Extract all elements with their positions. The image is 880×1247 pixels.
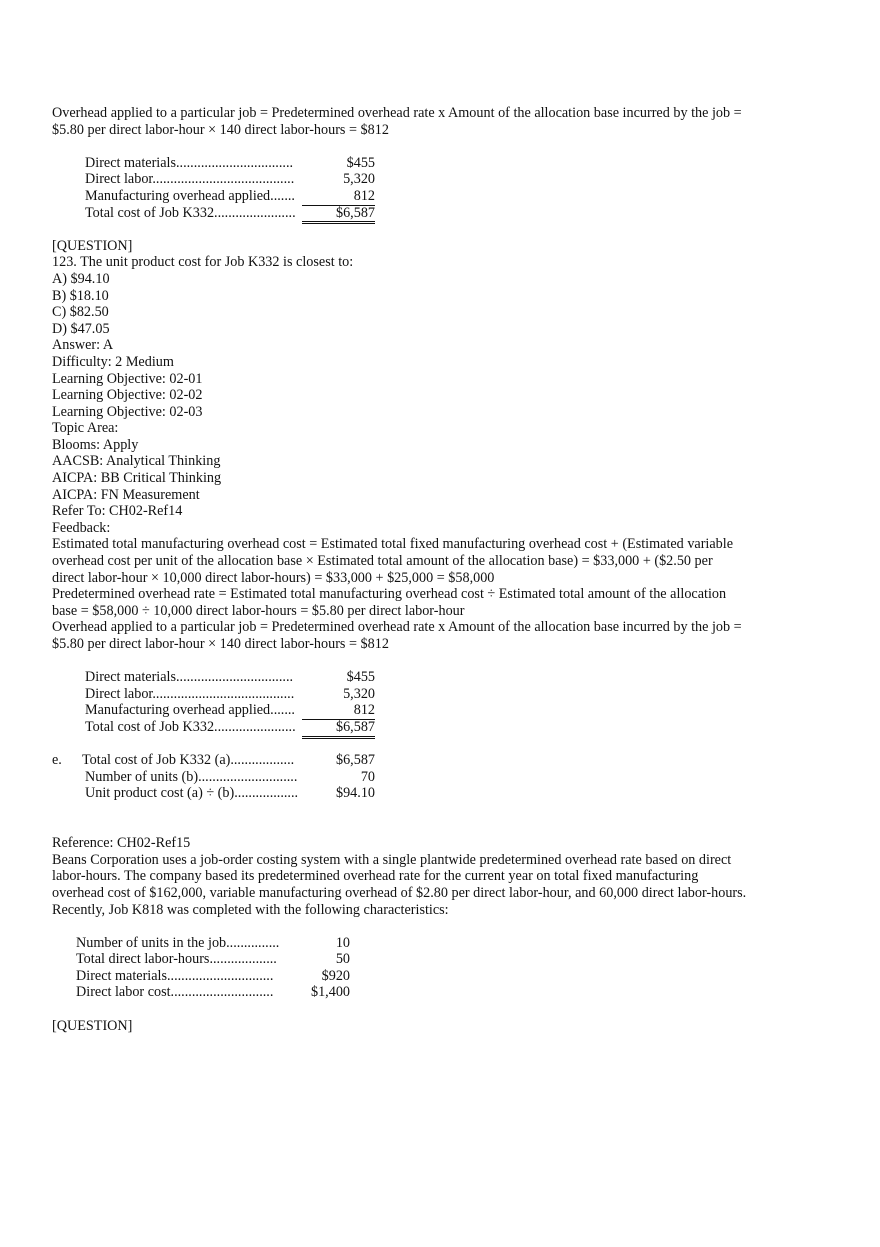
intro-line: Overhead applied to a particular job = Predetermined overhead rate x Amount of the allocation base incurred by the job = bbox=[52, 105, 742, 121]
row-label: Direct materials................................. bbox=[85, 154, 294, 171]
table-row-total bbox=[52, 719, 772, 736]
reference-block bbox=[52, 835, 772, 918]
row-value: $94.10 bbox=[335, 785, 375, 802]
row-label: Direct labor........................................ bbox=[85, 171, 295, 188]
metadata-line: Topic Area: bbox=[52, 420, 119, 437]
row-value: 812 bbox=[302, 702, 375, 720]
row-label: Direct materials................................. bbox=[85, 669, 294, 686]
row-label: Direct labor cost............................. bbox=[76, 984, 274, 1001]
question-tag: [QUESTION] bbox=[52, 237, 133, 254]
row-value: $920 bbox=[321, 967, 350, 984]
metadata-line: Blooms: Apply bbox=[52, 436, 139, 453]
row-value: 70 bbox=[360, 768, 375, 785]
row-value: 10 bbox=[335, 934, 350, 951]
metadata-line: Learning Objective: 02-01 bbox=[52, 370, 203, 387]
row-value: $6,587 bbox=[335, 752, 375, 769]
row-label: Total cost of Job K332 (a).................. bbox=[82, 752, 295, 769]
feedback-line: Overhead applied to a particular job = Predetermined overhead rate x Amount of the allocation base incurred by the job = bbox=[52, 619, 742, 636]
row-label: Manufacturing overhead applied....... bbox=[85, 187, 295, 204]
row-value: $6,587 bbox=[302, 205, 375, 225]
table-row bbox=[52, 951, 772, 968]
document-page bbox=[52, 105, 772, 1034]
metadata-line: Learning Objective: 02-03 bbox=[52, 403, 203, 420]
answer-option: A) $94.10 bbox=[52, 270, 110, 287]
metadata-line: AICPA: BB Critical Thinking bbox=[52, 470, 222, 487]
row-label: Number of units in the job............... bbox=[76, 934, 280, 951]
job-characteristics-table bbox=[52, 935, 772, 1001]
feedback-line: $5.80 per direct labor-hour × 140 direct labor-hours = $812 bbox=[52, 636, 389, 652]
table-row-total bbox=[52, 205, 772, 222]
table-row bbox=[52, 752, 772, 769]
row-value: $1,400 bbox=[310, 984, 350, 1001]
table-row bbox=[52, 188, 772, 205]
item-letter: e. bbox=[52, 752, 62, 769]
question-block bbox=[52, 238, 772, 653]
metadata-line: Difficulty: 2 Medium bbox=[52, 353, 174, 370]
metadata-line: AACSB: Analytical Thinking bbox=[52, 453, 221, 470]
metadata-line: Refer To: CH02-Ref14 bbox=[52, 503, 183, 520]
row-label: Number of units (b)............................ bbox=[85, 768, 298, 785]
row-label: Total cost of Job K332....................... bbox=[85, 204, 296, 221]
table-row bbox=[52, 702, 772, 719]
feedback-line: direct labor-hour × 10,000 direct labor-hours) = $33,000 + $25,000 = $58,000 bbox=[52, 569, 495, 586]
feedback-line: overhead cost per unit of the allocation base × Estimated total amount of the allocation base) = $33,000 + ($2.50 per bbox=[52, 553, 713, 570]
row-value: 812 bbox=[302, 188, 375, 206]
reference-line: Recently, Job K818 was completed with the following characteristics: bbox=[52, 901, 449, 918]
intro-line: $5.80 per direct labor-hour × 140 direct labor-hours = $812 bbox=[52, 121, 389, 138]
row-value: $455 bbox=[346, 669, 375, 686]
answer-option: C) $82.50 bbox=[52, 304, 109, 321]
table-row bbox=[52, 686, 772, 703]
row-label: Manufacturing overhead applied....... bbox=[85, 702, 295, 719]
row-value: $455 bbox=[346, 154, 375, 171]
reference-line: overhead cost of $162,000, variable manufacturing overhead of $2.80 per direct labor-hour, and 60,000 direct labor-hours. bbox=[52, 884, 747, 901]
job-cost-table-1 bbox=[52, 155, 772, 221]
table-row bbox=[52, 171, 772, 188]
feedback-line: Estimated total manufacturing overhead cost = Estimated total fixed manufacturing overhead cost + (Estimated variable bbox=[52, 536, 734, 553]
answer-option: D) $47.05 bbox=[52, 320, 110, 337]
feedback-line: base = $58,000 ÷ 10,000 direct labor-hours = $5.80 per direct labor-hour bbox=[52, 602, 465, 619]
table-row bbox=[52, 935, 772, 952]
feedback-label: Feedback: bbox=[52, 519, 111, 536]
table-row bbox=[52, 785, 772, 802]
reference-line: labor-hours. The company based its predetermined overhead rate for the current year on total fixed manufacturing bbox=[52, 868, 699, 885]
row-label: Total direct labor-hours................... bbox=[76, 951, 277, 968]
reference-line: Reference: CH02-Ref15 bbox=[52, 835, 191, 852]
unit-cost-table bbox=[52, 752, 772, 802]
row-label: Total cost of Job K332....................... bbox=[85, 718, 296, 735]
row-value: 50 bbox=[335, 951, 350, 968]
table-row bbox=[52, 155, 772, 172]
table-row bbox=[52, 769, 772, 786]
feedback-line: Predetermined overhead rate = Estimated total manufacturing overhead cost ÷ Estimated total amount of the allocation bbox=[52, 586, 727, 603]
table-row bbox=[52, 669, 772, 686]
answer-line: Answer: A bbox=[52, 337, 114, 354]
table-row bbox=[52, 968, 772, 985]
row-value: 5,320 bbox=[343, 685, 375, 702]
reference-line: Beans Corporation uses a job-order costing system with a single plantwide predetermined overhead rate based on direct bbox=[52, 851, 732, 868]
question-text: 123. The unit product cost for Job K332 is closest to: bbox=[52, 254, 354, 271]
question-tag: [QUESTION] bbox=[52, 1017, 133, 1034]
table-row bbox=[52, 984, 772, 1001]
row-label: Unit product cost (a) ÷ (b).................. bbox=[85, 785, 299, 802]
row-label: Direct labor........................................ bbox=[85, 685, 295, 702]
answer-option: B) $18.10 bbox=[52, 287, 109, 304]
metadata-line: Learning Objective: 02-02 bbox=[52, 387, 203, 404]
job-cost-table-2 bbox=[52, 669, 772, 735]
row-value: $6,587 bbox=[302, 719, 375, 739]
metadata-line: AICPA: FN Measurement bbox=[52, 486, 200, 503]
row-value: 5,320 bbox=[343, 171, 375, 188]
row-label: Direct materials.............................. bbox=[76, 967, 274, 984]
